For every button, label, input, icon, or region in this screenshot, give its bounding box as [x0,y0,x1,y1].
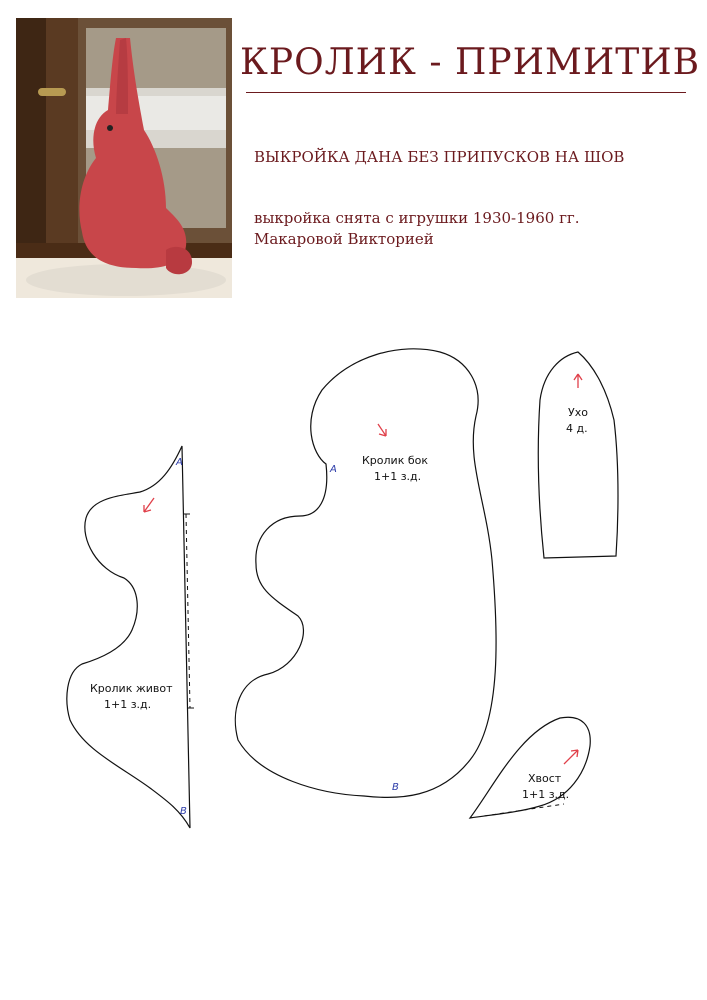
side-mark-a: A [330,464,337,475]
belly-count: 1+1 з.д. [104,698,152,711]
side-count: 1+1 з.д. [374,470,422,483]
tail-label: Хвост [528,772,562,785]
tail-piece [470,717,590,818]
belly-piece [67,446,194,828]
credit-line-2: Макаровой Викторией [254,230,434,248]
belly-mark-a: A [176,457,183,468]
ear-count: 4 д. [566,422,588,435]
pattern-credit [254,208,580,250]
ear-grain-arrow-icon [574,374,582,388]
side-outline [235,349,496,798]
tail-grain-arrow-icon [564,750,578,764]
tail-outline [470,717,590,818]
ear-piece [538,352,618,558]
seam-allowance-note: ВЫКРОЙКА ДАНА БЕЗ ПРИПУСКОВ НА ШОВ [254,148,625,166]
credit-line-1: выкройка снята с игрушки 1930-1960 гг. [254,209,580,227]
side-mark-b: B [392,782,399,793]
page-title: КРОЛИК - ПРИМИТИВ [240,42,701,83]
tail-count: 1+1 з.д. [522,788,570,801]
belly-grain-arrow-icon [144,498,154,512]
side-label: Кролик бок [362,454,428,467]
rabbit-photo [16,18,232,298]
rabbit-photo-image [16,18,232,298]
ear-label: Ухо [568,406,588,419]
belly-label: Кролик живот [90,682,173,695]
pattern-sheet [0,330,707,850]
title-underline [246,92,686,93]
belly-mark-b: B [180,806,187,817]
side-grain-arrow-icon [378,424,386,436]
belly-outline [67,446,190,828]
side-piece [235,349,496,798]
